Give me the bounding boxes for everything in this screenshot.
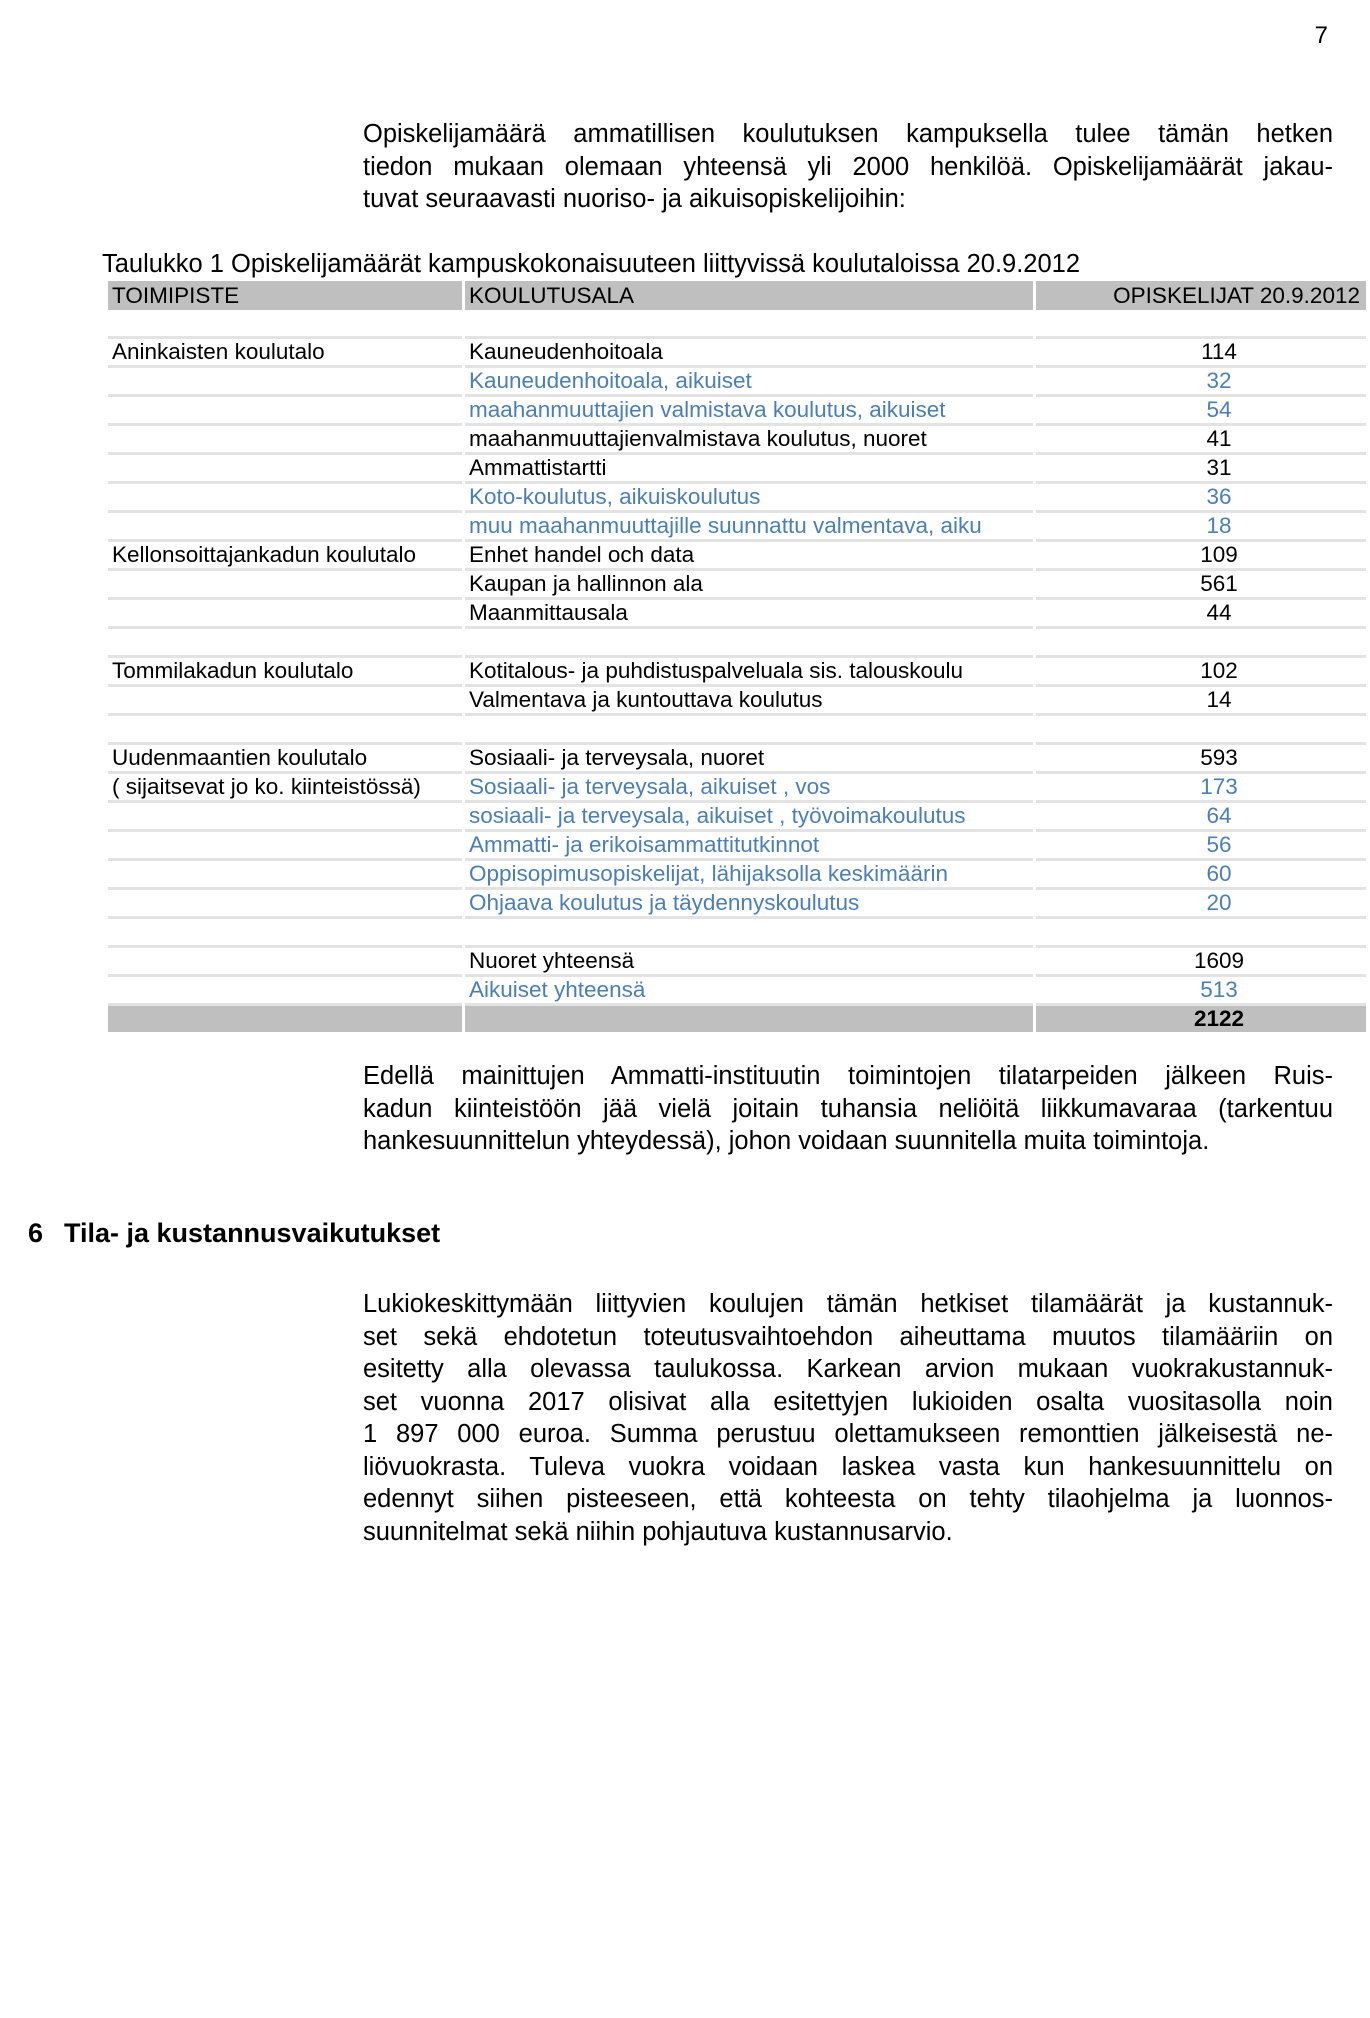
table-row [108, 455, 1366, 484]
field-cell: Oppisopimusopiskelijat, lähijaksolla keskimäärin [465, 861, 1033, 890]
location-cell [108, 919, 462, 948]
table-caption: Taulukko 1 Opiskelijamäärät kampuskokonaisuuteen liittyvissä koulutaloissa 20.9.2012 [102, 250, 1081, 278]
field-cell: Maanmittausala [465, 600, 1033, 629]
field-cell: Aikuiset yhteensä [465, 977, 1033, 1006]
location-cell [108, 513, 462, 542]
field-cell: Ohjaava koulutus ja täydennyskoulutus [465, 890, 1033, 919]
section-number: 6 [28, 1218, 44, 1248]
location-cell [108, 861, 462, 890]
location-cell [108, 629, 462, 658]
text-line: Opiskelijamäärä ammatillisen koulutuksen kampuksella tulee tämän hetken [363, 120, 1333, 148]
text-line: set sekä ehdotetun toteutusvaihtoehdon aiheuttama muutos tilamääriin on [363, 1322, 1333, 1351]
location-cell [108, 368, 462, 397]
table-spacer-row [108, 629, 1366, 658]
table-row [108, 687, 1366, 716]
students-count-cell: 593 [1036, 745, 1366, 774]
text-line: kadun kiinteistöön jää vielä joitain tuhansia neliöitä liikkumavaraa (tarkentuu [363, 1094, 1333, 1123]
table-row [108, 484, 1366, 513]
students-count-cell: 561 [1036, 571, 1366, 600]
field-cell [465, 629, 1033, 658]
table-row [108, 397, 1366, 426]
location-cell [108, 455, 462, 484]
location-cell: Uudenmaantien koulutalo [108, 745, 462, 774]
field-cell: muu maahanmuuttajille suunnattu valmentava, aiku [465, 513, 1033, 542]
location-cell [108, 977, 462, 1006]
field-cell: maahanmuuttajien valmistava koulutus, aikuiset [465, 397, 1033, 426]
students-count-cell: 109 [1036, 542, 1366, 571]
text-line: edennyt siihen pisteeseen, että kohteesta on tehty tilaohjelma ja luonnos- [363, 1485, 1333, 1513]
students-count-cell [1036, 629, 1366, 658]
students-count-cell: 114 [1036, 339, 1366, 368]
field-cell [465, 310, 1033, 339]
students-count-cell: 64 [1036, 803, 1366, 832]
students-count-cell: 173 [1036, 774, 1366, 803]
location-cell [108, 310, 462, 339]
students-count-cell: 60 [1036, 861, 1366, 890]
location-cell [108, 716, 462, 745]
table-row [108, 832, 1366, 861]
students-count-cell: 20 [1036, 890, 1366, 919]
location-cell: Tommilakadun koulutalo [108, 658, 462, 687]
location-cell: Kellonsoittajankadun koulutalo [108, 542, 462, 571]
text-line: liövuokrasta. Tuleva vuokra voidaan laskea vasta kun hankesuunnittelu on [363, 1452, 1333, 1481]
students-count-cell [1036, 716, 1366, 745]
location-cell: ( sijaitsevat jo ko. kiinteistössä) [108, 774, 462, 803]
field-cell: Valmentava ja kuntouttava koulutus [465, 687, 1033, 716]
field-cell: Sosiaali- ja terveysala, nuoret [465, 745, 1033, 774]
column-header-students: OPISKELIJAT 20.9.2012 [1036, 281, 1366, 310]
total-spacer-cell [108, 1006, 462, 1032]
table-row [108, 774, 1366, 803]
table-header-row [108, 281, 1366, 310]
students-count-cell: 513 [1036, 977, 1366, 1006]
students-count-cell: 102 [1036, 658, 1366, 687]
students-count-cell: 56 [1036, 832, 1366, 861]
table-row [108, 948, 1366, 977]
text-line: 1 897 000 euroa. Summa perustuu olettamukseen remonttien jälkeisestä ne- [363, 1420, 1333, 1448]
after-table-paragraph [363, 1060, 1333, 1158]
field-cell: Enhet handel och data [465, 542, 1033, 571]
students-count-cell: 54 [1036, 397, 1366, 426]
students-count-cell: 44 [1036, 600, 1366, 629]
field-cell: Nuoret yhteensä [465, 948, 1033, 977]
students-table [105, 281, 1369, 1032]
table-row [108, 890, 1366, 919]
section-heading [28, 1218, 440, 1249]
field-cell [465, 919, 1033, 948]
location-cell [108, 948, 462, 977]
field-cell: Sosiaali- ja terveysala, aikuiset , vos [465, 774, 1033, 803]
table-spacer-row [108, 716, 1366, 745]
field-cell: sosiaali- ja terveysala, aikuiset , työvoimakoulutus [465, 803, 1033, 832]
location-cell [108, 600, 462, 629]
column-header-location: TOIMIPISTE [108, 281, 462, 310]
students-count-cell: 32 [1036, 368, 1366, 397]
field-cell: Kauneudenhoitoala [465, 339, 1033, 368]
table-row [108, 426, 1366, 455]
students-count-cell: 1609 [1036, 948, 1366, 977]
column-header-field: KOULUTUSALA [465, 281, 1033, 310]
table-row [108, 977, 1366, 1006]
table-row [108, 339, 1366, 368]
table-total-row [108, 1006, 1366, 1032]
students-count-cell [1036, 919, 1366, 948]
students-count-cell: 36 [1036, 484, 1366, 513]
text-line: tuvat seuraavasti nuoriso- ja aikuisopiskelijoihin: [363, 185, 906, 213]
section-paragraph [363, 1288, 1333, 1548]
table-row [108, 542, 1366, 571]
intro-paragraph [363, 118, 1333, 216]
table-row [108, 861, 1366, 890]
location-cell [108, 397, 462, 426]
total-count-cell: 2122 [1036, 1006, 1366, 1032]
field-cell: Koto-koulutus, aikuiskoulutus [465, 484, 1033, 513]
page-number: 7 [1314, 22, 1328, 49]
field-cell: Kauneudenhoitoala, aikuiset [465, 368, 1033, 397]
location-cell [108, 426, 462, 455]
text-line: hankesuunnittelun yhteydessä), johon voidaan suunnitella muita toimintoja. [363, 1127, 1210, 1155]
field-cell: Kaupan ja hallinnon ala [465, 571, 1033, 600]
table-row [108, 571, 1366, 600]
table-row [108, 803, 1366, 832]
total-spacer-cell [465, 1006, 1033, 1032]
field-cell [465, 716, 1033, 745]
location-cell [108, 571, 462, 600]
section-title: Tila- ja kustannusvaikutukset [64, 1218, 441, 1248]
table-row [108, 658, 1366, 687]
field-cell: Kotitalous- ja puhdistuspalveluala sis. talouskoulu [465, 658, 1033, 687]
text-line: Lukiokeskittymään liittyvien koulujen tämän hetkiset tilamäärät ja kustannuk- [363, 1290, 1333, 1318]
location-cell [108, 832, 462, 861]
text-line: Edellä mainittujen Ammatti-instituutin toimintojen tilatarpeiden jälkeen Ruis- [363, 1062, 1333, 1090]
text-line: suunnitelmat sekä niihin pohjautuva kustannusarvio. [363, 1517, 953, 1546]
location-cell [108, 890, 462, 919]
text-line: esitetty alla olevassa taulukossa. Karkean arvion mukaan vuokrakustannuk- [363, 1355, 1333, 1383]
table-row [108, 745, 1366, 774]
location-cell [108, 803, 462, 832]
table-spacer-row [108, 919, 1366, 948]
students-count-cell: 18 [1036, 513, 1366, 542]
location-cell [108, 484, 462, 513]
table-row [108, 513, 1366, 542]
table-row [108, 368, 1366, 397]
field-cell: Ammattistartti [465, 455, 1033, 484]
table-spacer-row [108, 310, 1366, 339]
field-cell: Ammatti- ja erikoisammattitutkinnot [465, 832, 1033, 861]
students-count-cell: 31 [1036, 455, 1366, 484]
text-line: set vuonna 2017 olisivat alla esitettyjen lukioiden osalta vuositasolla noin [363, 1387, 1333, 1416]
students-count-cell [1036, 310, 1366, 339]
location-cell [108, 687, 462, 716]
table-body [108, 310, 1366, 1032]
field-cell: maahanmuuttajienvalmistava koulutus, nuoret [465, 426, 1033, 455]
location-cell: Aninkaisten koulutalo [108, 339, 462, 368]
students-count-cell: 41 [1036, 426, 1366, 455]
text-line: tiedon mukaan olemaan yhteensä yli 2000 henkilöä. Opiskelijamäärät jakau- [363, 152, 1333, 181]
students-count-cell: 14 [1036, 687, 1366, 716]
table-row [108, 600, 1366, 629]
